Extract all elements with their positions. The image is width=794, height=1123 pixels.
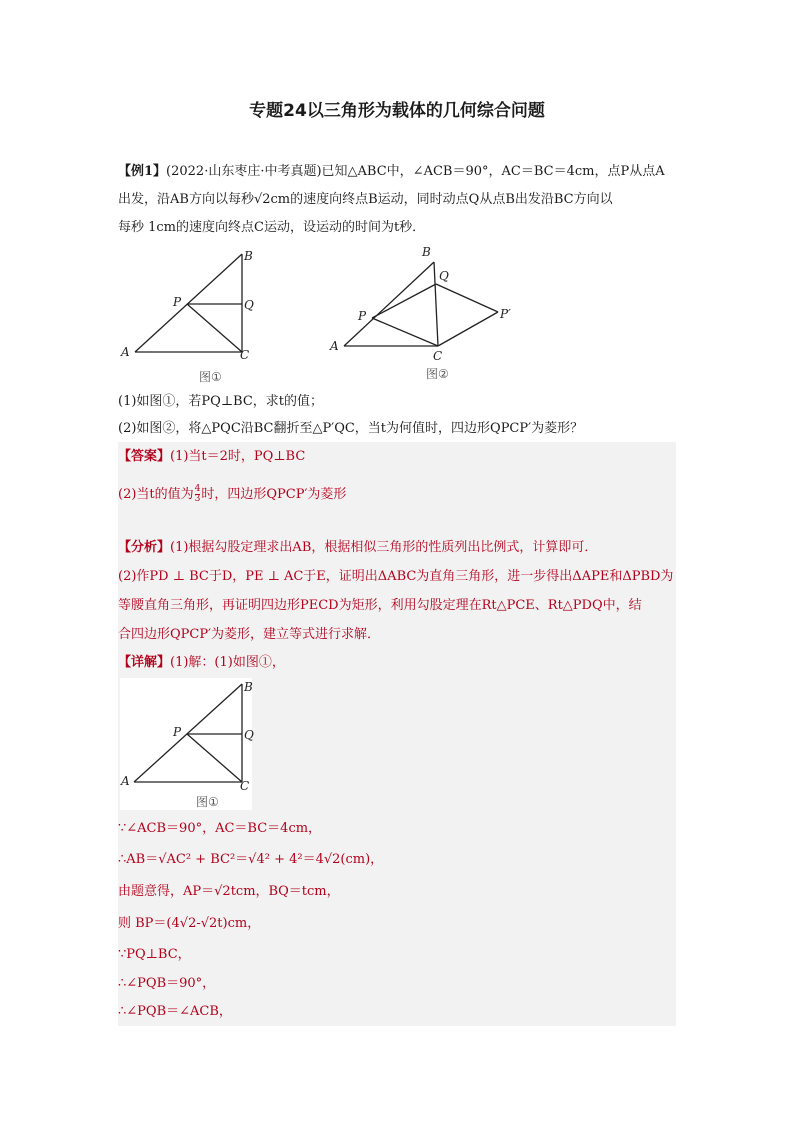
figure-2 (322, 238, 522, 386)
fig2-label-P-prime: P′ (500, 307, 511, 321)
analysis-line-4: 合四边形QPCP′为菱形，建立等式进行求解． (118, 627, 381, 642)
fig1-caption: 图① (199, 370, 222, 384)
example-text-2a: 出发，沿AB方向以每秒 (118, 192, 254, 207)
fig1r-label-A: A (121, 774, 130, 788)
step-2-formula-a: √AC² + BC² (158, 852, 236, 867)
answer-2-post: 时，四边形QPCP′为菱形 (201, 487, 347, 502)
fig1r-label-P: P (173, 725, 182, 739)
answer-line-1 (118, 445, 305, 464)
fig2-label-B: B (422, 245, 431, 259)
fig1-label-Q: Q (244, 298, 254, 312)
example-source: (2022·山东枣庄·中考真题) (166, 164, 322, 179)
answer-1: (1)当t＝2时，PQ⊥BC (170, 449, 306, 464)
fraction-numerator: 4 (194, 484, 201, 494)
step-4-mid: - (196, 916, 201, 931)
answer-2-pre: (2)当t的值为 (118, 487, 194, 502)
step-3-pre: 由题意得，AP＝ (118, 884, 215, 899)
analysis-line-2: (2)作PD ⊥ BC于D，PE ⊥ AC于E，证明出ΔABC为直角三角形，进一步得出ΔAPE和ΔPBD为 (118, 569, 674, 584)
step-3-a: √2t (214, 884, 236, 899)
example-text-1: 已知△ABC中，∠ACB＝90°，AC＝BC＝4cm，点P从点A (321, 164, 665, 179)
step-2 (118, 848, 383, 867)
step-4-a: √2 (179, 916, 197, 931)
question-2: (2)如图②，将△PQC沿BC翻折至△P′QC，当t为何值时，四边形QPCP′为菱形？ (118, 421, 584, 436)
speed-value: √2 (253, 192, 271, 207)
step-7: ∴∠PQB＝∠ACB， (118, 1004, 232, 1019)
fraction-denominator: 3 (194, 494, 201, 504)
example-line-3: 每秒 1cm的速度向终点C运动，设运动的时间为t秒． (118, 220, 426, 235)
step-4-pre: 则 BP＝(4 (118, 916, 180, 931)
detail-label: 【详解】 (118, 655, 171, 670)
step-3 (118, 880, 340, 899)
fig1-label-P: P (173, 295, 182, 309)
detail-intro: (1)解：(1)如图①， (170, 655, 285, 670)
answer-fraction (195, 485, 201, 504)
analysis-text-1: (1)根据勾股定理求出AB，根据相似三角形的性质列出比例式，计算即可． (170, 540, 598, 555)
fig2-segment-AB (344, 262, 434, 346)
answer-label: 【答案】 (118, 449, 171, 464)
fig2-label-C: C (433, 349, 443, 363)
step-6: ∴∠PQB＝90°， (118, 976, 216, 991)
analysis-line-3: 等腰直角三角形，再证明四边形PECD为矩形，利用勾股定理在Rt△PCE、Rt△PDQ中，结 (118, 598, 642, 613)
figure-background (120, 678, 252, 810)
fig1-label-C: C (240, 348, 250, 362)
step-4 (118, 912, 260, 931)
page-title: 专题24以三角形为载体的几何综合问题 (249, 101, 545, 121)
answer-line-2 (118, 483, 346, 504)
analysis-line-1 (118, 536, 597, 555)
fig1r-label-Q: Q (244, 728, 254, 742)
fig2-caption: 图② (426, 367, 449, 381)
example-text-2b: cm的速度向终点B运动，同时动点Q从点B出发沿BC方向以 (270, 192, 613, 207)
fig2-segment-CB (434, 262, 438, 346)
step-4-post: )cm， (222, 916, 261, 931)
step-4-b: √2t (200, 916, 223, 931)
fig1-label-A: A (121, 345, 130, 359)
fig1r-label-C: C (240, 779, 250, 793)
fig1-label-B: B (244, 249, 253, 263)
example-line-2 (118, 186, 678, 214)
step-3-mid: cm，BQ＝tcm， (235, 884, 340, 899)
figure-1-repeat (120, 678, 252, 810)
fig1r-caption: 图① (196, 795, 219, 809)
detail-line-intro (118, 651, 285, 670)
step-1: ∵∠ACB＝90°，AC＝BC＝4cm， (118, 821, 322, 836)
fig2-segment-PQ (372, 284, 436, 318)
fig2-label-A: A (330, 339, 339, 353)
fig1-segment-PC (187, 304, 242, 352)
fig2-segment-CPprime (438, 312, 498, 346)
example-line-1 (118, 158, 678, 186)
example-label: 【例1】 (118, 164, 167, 179)
step-2-formula-c: ＝4√2 (302, 852, 341, 867)
question-1: (1)如图①，若PQ⊥BC，求t的值； (118, 394, 324, 409)
fig2-label-P: P (358, 309, 367, 323)
fig1r-label-B: B (244, 680, 253, 694)
step-2-formula-b: ＝√4² + 4² (235, 852, 303, 867)
step-5: ∵PQ⊥BC， (118, 947, 191, 962)
analysis-label: 【分析】 (118, 540, 171, 555)
fig2-label-Q: Q (439, 269, 449, 283)
step-2-post: (cm)， (340, 852, 384, 867)
fig2-segment-PC (372, 318, 438, 346)
figure-1 (115, 246, 265, 386)
step-2-pre: ∴AB＝ (118, 852, 159, 867)
fig2-segment-QPprime (436, 284, 498, 312)
